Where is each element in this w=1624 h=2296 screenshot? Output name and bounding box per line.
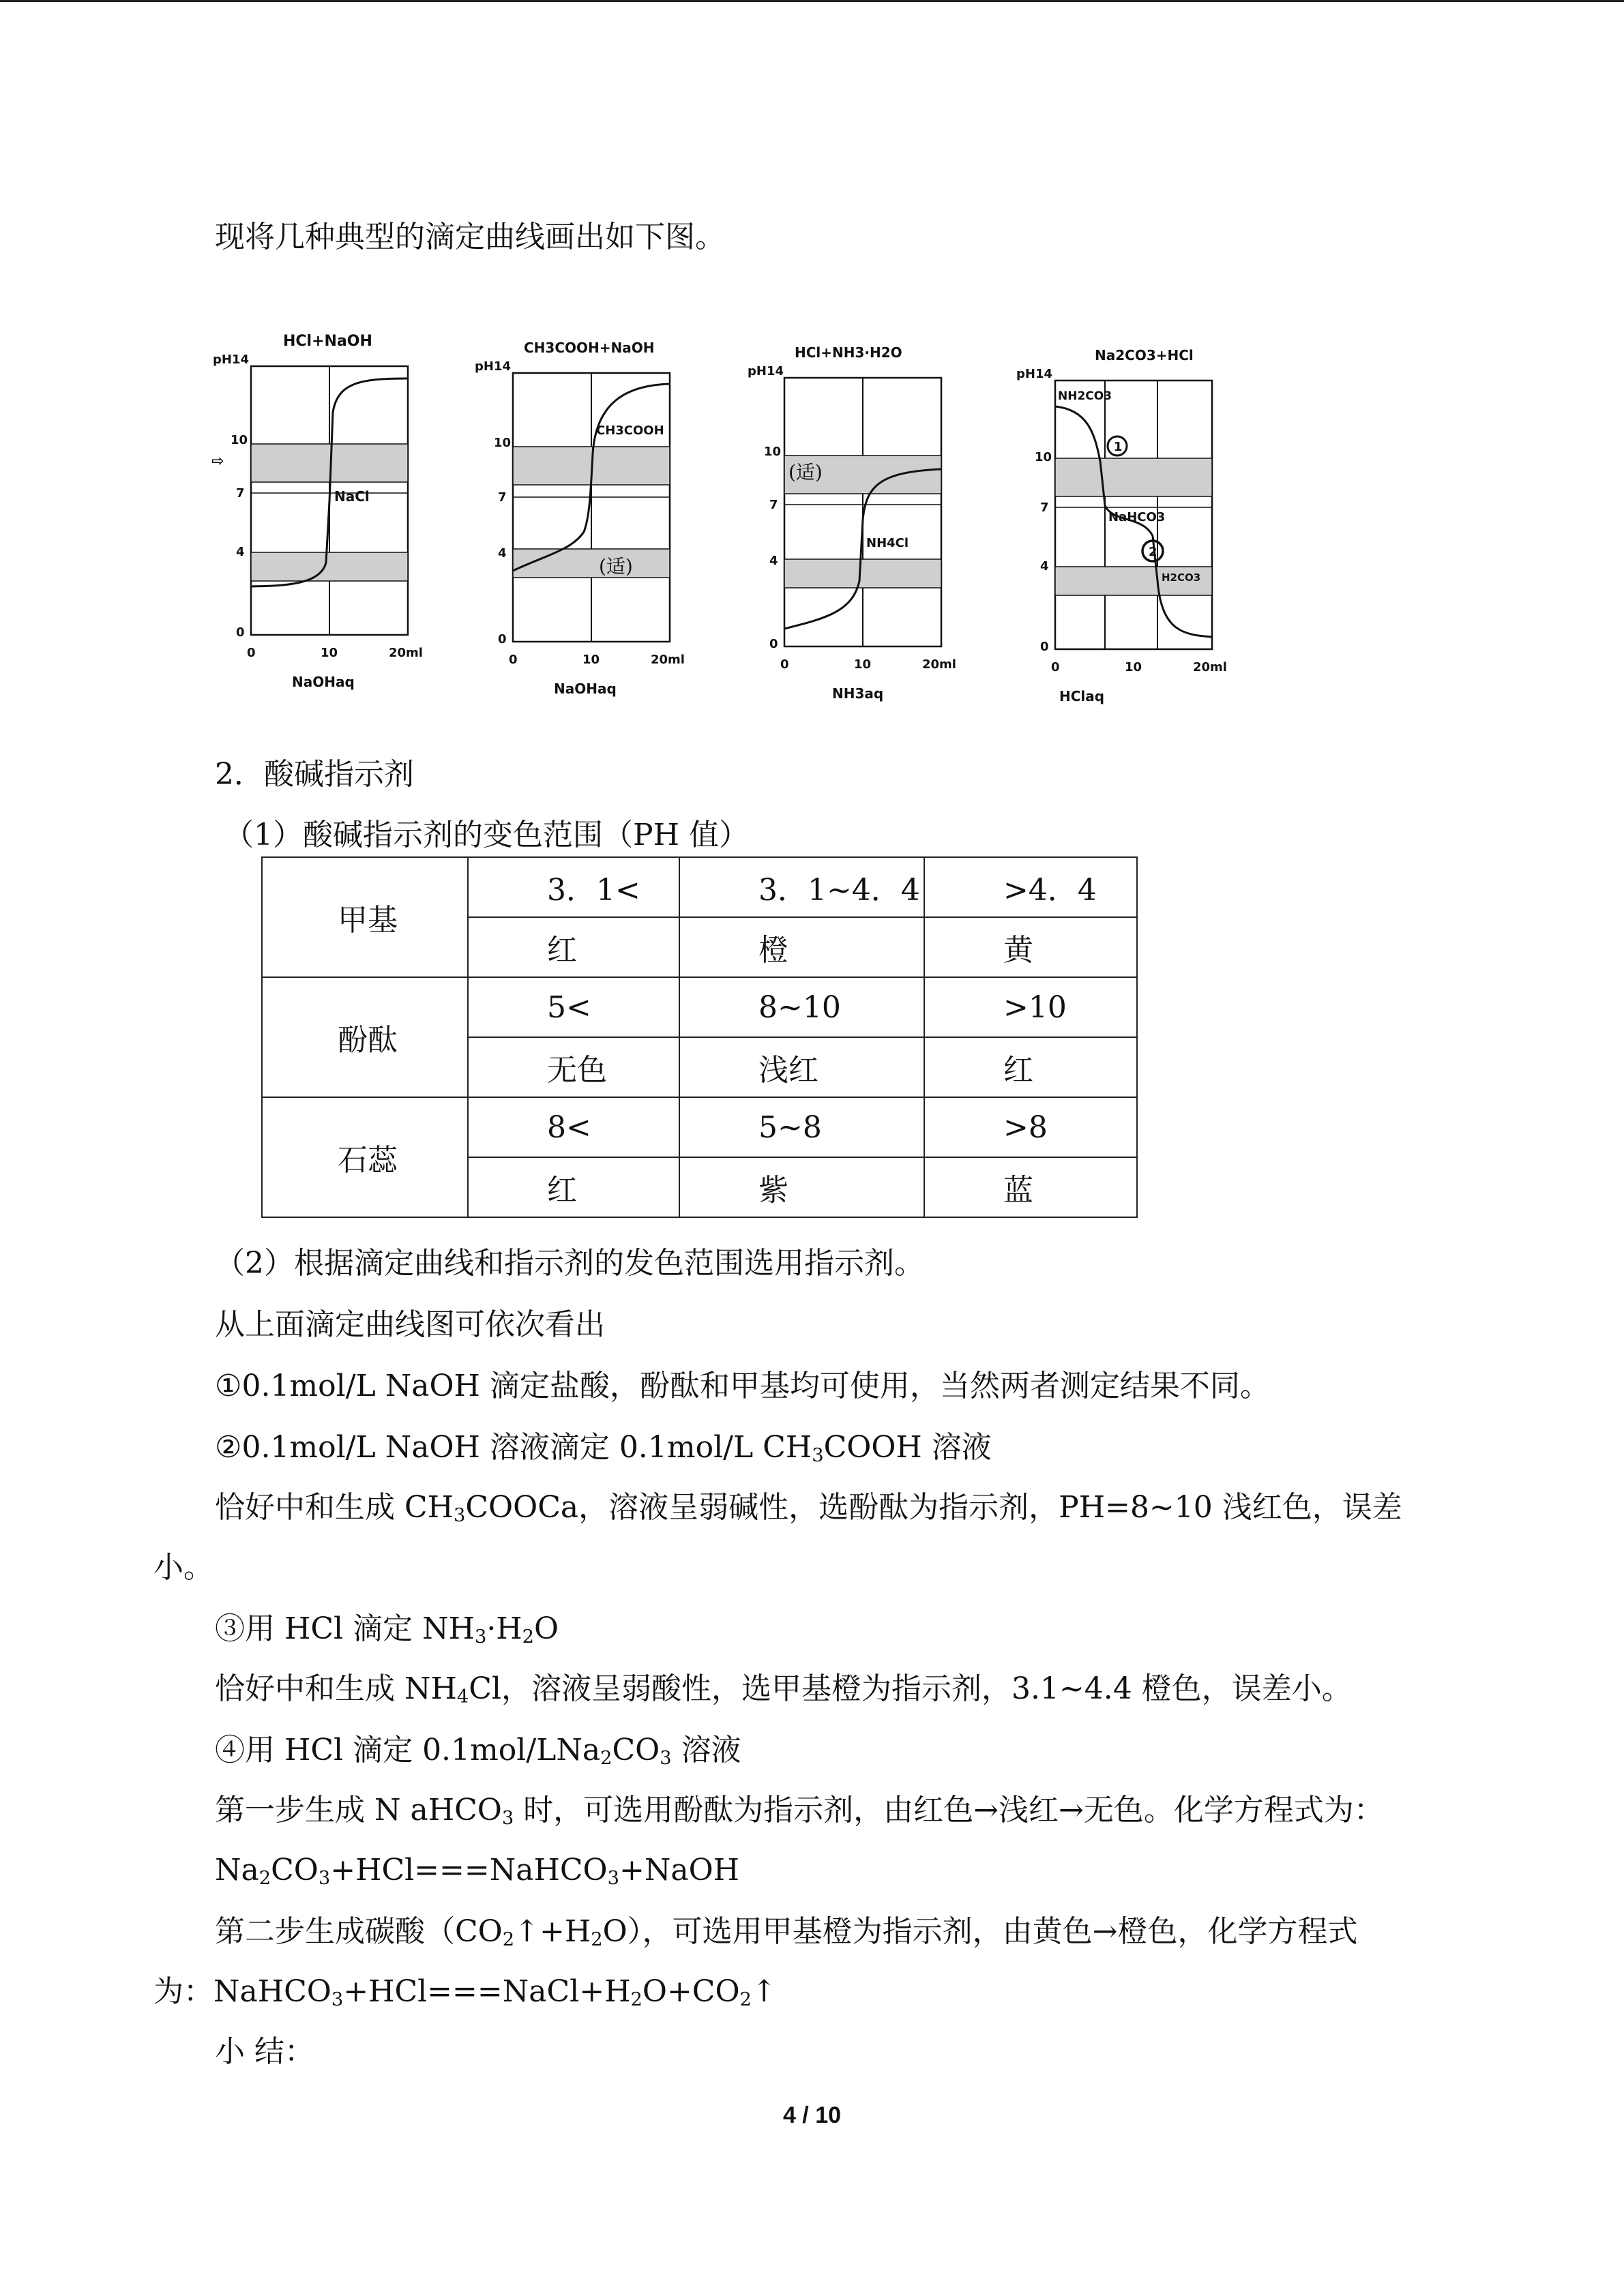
color-cell: 无色	[468, 1037, 679, 1097]
subheading-color-range: （1）酸碱指示剂的变色范围（PH 值）	[224, 818, 749, 852]
x-axis-label: NaOHaq	[292, 674, 355, 690]
paragraph-line: 第一步生成 N aHCO$_3$ 时，可选用酚酞为指示剂，由红色→浅红→无色。化学方程式为：	[215, 1793, 1384, 1829]
tick-7: 7	[498, 490, 507, 505]
x-tick-0: 0	[247, 646, 256, 660]
y-axis-label: pH14	[213, 353, 249, 367]
indicator-table	[261, 856, 1138, 1218]
tick-4: 4	[236, 545, 245, 559]
nahco3-label: NaHCO3	[1108, 510, 1166, 524]
range-cell: >8	[924, 1097, 1137, 1157]
color-cell: 红	[924, 1037, 1137, 1097]
paragraph-line: ②0.1mol/L NaOH 溶液滴定 0.1mol/L $CH_3COOH$ 溶液	[215, 1430, 992, 1466]
range-cell: >10	[924, 977, 1137, 1037]
tick-4: 4	[769, 554, 778, 568]
indicator-name: 石蕊	[262, 1097, 468, 1217]
color-cell: 紫	[679, 1157, 924, 1217]
table-row	[262, 857, 1137, 917]
color-cell: 黄	[924, 917, 1137, 977]
tick-7: 7	[769, 498, 778, 512]
paragraph-line: 恰好中和生成 $NH_4Cl$，溶液呈弱酸性，选甲基橙为指示剂，3.1~4.4 橙色，误差小。	[215, 1671, 1352, 1708]
range-cell: 3．1~4．4	[679, 857, 924, 917]
curve-na2co3-hcl	[1013, 345, 1231, 724]
y-axis-label: pH14	[1016, 367, 1052, 381]
tick-10: 10	[764, 445, 782, 459]
arrow-icon: ⇨	[211, 453, 224, 470]
paragraph-line: ③用 HCl 滴定 $NH_3\cdot H_2O$	[215, 1611, 559, 1648]
range-cell: 8<	[468, 1097, 679, 1157]
paragraph-line: 小。	[153, 1550, 213, 1585]
x-tick-10: 10	[321, 646, 338, 660]
chart-title: CH3COOH+NaOH	[524, 340, 655, 356]
range-cell: >4．4	[924, 857, 1137, 917]
table-row	[262, 977, 1137, 1037]
tick-0: 0	[1040, 640, 1049, 654]
paragraph-line: （2）根据滴定曲线和指示剂的发色范围选用指示剂。	[215, 1246, 924, 1281]
paragraph-line: 从上面滴定曲线图可依次看出	[215, 1307, 605, 1342]
intro-text: 现将几种典型的滴定曲线画出如下图。	[215, 220, 725, 254]
x-tick-20: 20ml	[1193, 660, 1227, 674]
tick-0: 0	[769, 637, 778, 651]
curve-hcl-naoh	[205, 331, 423, 709]
x-tick-10: 10	[1125, 660, 1142, 674]
nh4cl-label: NH4Cl	[866, 536, 909, 550]
range-cell: 3．1<	[468, 857, 679, 917]
phenolphthalein-band	[1055, 458, 1212, 496]
x-tick-0: 0	[1051, 660, 1060, 674]
tick-4: 4	[1040, 559, 1049, 573]
color-cell: 红	[468, 1157, 679, 1217]
color-cell: 橙	[679, 917, 924, 977]
summary-heading: 小 结：	[215, 2034, 314, 2069]
paragraph-line: 第二步生成碳酸$(CO_2↑+H_2O)$，可选用甲基橙为指示剂，由黄色→橙色，化学方程式	[215, 1914, 1358, 1950]
top-border	[0, 0, 1624, 2]
x-tick-20: 20ml	[651, 653, 685, 667]
paragraph-line: 恰好中和生成 $CH_3COOCa$，溶液呈弱碱性，选酚酞为指示剂，PH=8~10 浅红色，误差	[215, 1490, 1402, 1526]
tick-10: 10	[231, 433, 248, 447]
x-tick-20: 20ml	[922, 657, 956, 672]
y-axis-label: pH14	[475, 359, 511, 374]
suitable-label: (适)	[788, 461, 823, 483]
range-cell: 5~8	[679, 1097, 924, 1157]
page-number: 4 / 10	[782, 2102, 842, 2128]
tick-7: 7	[236, 486, 245, 501]
indicator-name: 甲基	[262, 857, 468, 977]
mark-2-label: 2	[1149, 545, 1157, 559]
tick-10: 10	[494, 436, 512, 450]
methyl-orange-band	[251, 552, 408, 581]
color-cell: 蓝	[924, 1157, 1137, 1217]
y-axis-label: pH14	[748, 364, 784, 378]
suitable-label: (适)	[599, 555, 633, 578]
table-row	[262, 1097, 1137, 1157]
x-tick-0: 0	[780, 657, 789, 672]
na2co3-label: NH2CO3	[1058, 389, 1112, 403]
range-cell: 8~10	[679, 977, 924, 1037]
indicator-name: 酚酞	[262, 977, 468, 1097]
chart-title: Na2CO3+HCl	[1095, 347, 1194, 363]
tick-4: 4	[498, 546, 507, 561]
chart-title: HCl+NaOH	[283, 333, 372, 350]
x-tick-10: 10	[582, 653, 600, 667]
methyl-orange-band	[513, 549, 670, 578]
equation-line: $Na_2CO_3+HCl===NaHCO_3+NaOH$	[215, 1853, 740, 1889]
x-axis-label: HClaq	[1059, 688, 1105, 704]
paragraph-line: ④用 HCl 滴定 $0.1mol/LNa_2CO_3$ 溶液	[215, 1733, 741, 1769]
titration-curves-figure	[205, 320, 1241, 716]
tick-7: 7	[1040, 501, 1049, 515]
range-cell: 5<	[468, 977, 679, 1037]
section-heading-indicators: 2．酸碱指示剂	[215, 757, 414, 792]
x-axis-label: NH3aq	[832, 685, 884, 702]
tick-0: 0	[236, 625, 245, 640]
x-tick-0: 0	[509, 653, 518, 667]
h2co3-label: H2CO3	[1162, 571, 1201, 584]
nacl-label: NaCl	[334, 488, 370, 505]
curve-ch3cooh-naoh	[469, 338, 688, 716]
ch3cooh-label: CH3COOH	[596, 423, 664, 438]
mark-1-label: 1	[1114, 440, 1123, 454]
paragraph-line: ①0.1mol/L NaOH 滴定盐酸，酚酞和甲基均可使用，当然两者测定结果不同。	[215, 1369, 1270, 1403]
color-cell: 红	[468, 917, 679, 977]
x-tick-10: 10	[854, 657, 872, 672]
paragraph-line: 为：$NaHCO_3+HCl===NaCl+H_2O+CO_2↑$	[153, 1974, 777, 2010]
methyl-orange-band	[784, 559, 941, 588]
color-cell: 浅红	[679, 1037, 924, 1097]
tick-0: 0	[498, 632, 507, 646]
tick-10: 10	[1035, 450, 1052, 464]
chart-title: HCl+NH3·H2O	[795, 344, 902, 361]
curve-hcl-nh3	[743, 342, 962, 721]
x-tick-20: 20ml	[389, 646, 423, 660]
x-axis-label: NaOHaq	[554, 681, 617, 697]
